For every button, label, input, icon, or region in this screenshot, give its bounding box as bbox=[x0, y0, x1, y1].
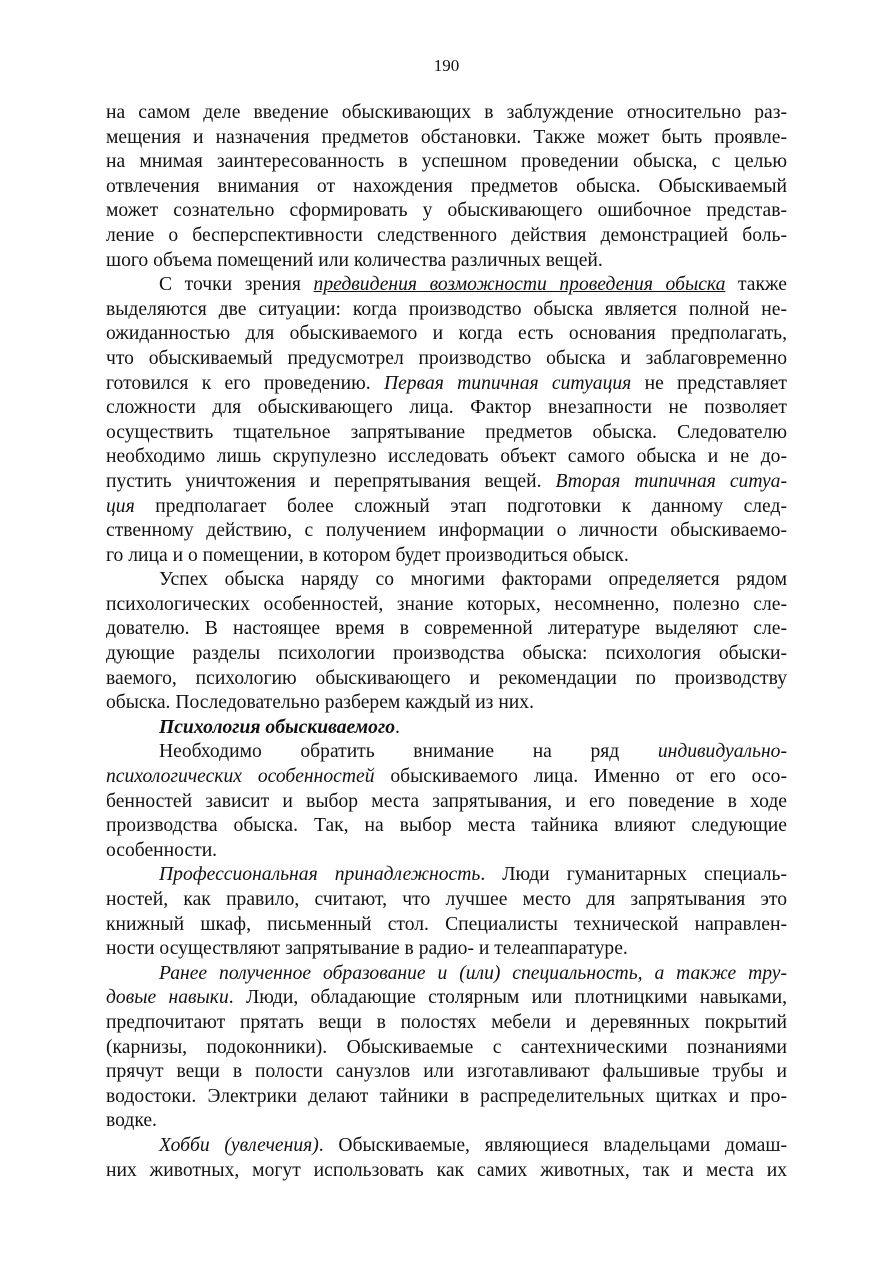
italic-term: ция bbox=[106, 495, 135, 517]
text-line bbox=[106, 691, 787, 716]
text-run: ности осуществляют запрятывание в радио- и телеаппаратуре. bbox=[106, 938, 628, 960]
text-run: производства обыска. Так, на выбор места тайника влияют следующие bbox=[106, 815, 787, 837]
italic-term: Профессиональная принадлежность bbox=[159, 864, 481, 886]
text-run: не представляет bbox=[631, 372, 787, 394]
paragraph bbox=[106, 273, 787, 568]
text-line bbox=[106, 593, 787, 618]
text-line bbox=[106, 150, 787, 175]
text-line bbox=[106, 445, 787, 470]
text-run: ностей, как правило, считают, что лучшее место для запрятывания это bbox=[106, 889, 787, 910]
text-line bbox=[106, 1011, 787, 1036]
text-line bbox=[106, 1109, 787, 1134]
text-run: . Люди гуманитарных специаль- bbox=[480, 864, 787, 886]
italic-term: психологических особенностей bbox=[106, 766, 375, 788]
text-line bbox=[106, 568, 787, 593]
text-line bbox=[106, 1134, 787, 1159]
text-line bbox=[106, 863, 787, 888]
text-run: шого объема помещений или количества различных вещей. bbox=[106, 249, 603, 271]
text-run: С точки зрения bbox=[159, 274, 314, 296]
text-run: . Люди, обладающие столярным или плотницкими навыками, bbox=[228, 987, 787, 1009]
paragraph bbox=[106, 101, 787, 273]
text-run: особенности. bbox=[106, 839, 218, 861]
text-line bbox=[106, 372, 787, 397]
text-run: ваемого, психологию обыскивающего и рекомендации по производству bbox=[106, 667, 787, 689]
text-run: книжный шкаф, письменный стол. Специалисты технической направлен- bbox=[106, 913, 787, 935]
text-line bbox=[106, 888, 787, 913]
text-line bbox=[106, 962, 787, 987]
text-line bbox=[106, 470, 787, 495]
text-line bbox=[106, 101, 787, 126]
text-line bbox=[106, 421, 787, 446]
body-text bbox=[106, 101, 787, 1183]
text-run: сложности для обыскивающего лица. Фактор внезапности не позволяет bbox=[106, 397, 787, 419]
text-run: обыскиваемого лица. Именно от его осо- bbox=[374, 766, 787, 788]
text-run: на мнимая заинтересованность в успешном проведении обыска, с целью bbox=[106, 151, 787, 173]
italic-term: Хобби (увлечения) bbox=[159, 1134, 319, 1156]
text-run: (карнизы, подоконники). Обыскиваемые с сантехническими познаниями bbox=[106, 1036, 787, 1058]
text-run: Успех обыска наряду со многими факторами определяется рядом bbox=[159, 569, 787, 591]
text-run: необходимо лишь скрупулезно исследовать объект самого обыска и не до- bbox=[106, 446, 787, 468]
paragraph bbox=[106, 716, 787, 741]
text-run: . Обыскиваемые, являющиеся владельцами домаш- bbox=[318, 1134, 787, 1156]
text-run: ственному действию, с получением информации о личности обыскиваемо- bbox=[106, 520, 787, 542]
text-line bbox=[106, 249, 787, 274]
text-line bbox=[106, 1060, 787, 1085]
text-line bbox=[106, 495, 787, 520]
text-line bbox=[106, 519, 787, 544]
italic-term: индивидуально- bbox=[657, 741, 787, 763]
text-run: мещения и назначения предметов обстановки. Также может быть проявле- bbox=[106, 126, 787, 148]
italic-term: довые навыки bbox=[106, 987, 229, 1009]
text-line bbox=[106, 740, 787, 765]
text-line bbox=[106, 544, 787, 569]
text-run: водостоки. Электрики делают тайники в распределительных щитках и про- bbox=[106, 1085, 787, 1107]
text-line bbox=[106, 642, 787, 667]
text-run: обыска. Последовательно разберем каждый из них. bbox=[106, 692, 534, 714]
paragraph bbox=[106, 962, 787, 1134]
text-line bbox=[106, 790, 787, 815]
text-run: что обыскиваемый предусмотрел производство обыска и заблаговременно bbox=[106, 347, 787, 369]
italic-term: Вторая типичная ситуа- bbox=[555, 470, 788, 492]
text-run: водке. bbox=[106, 1110, 157, 1132]
text-line bbox=[106, 224, 787, 249]
underlined-italic-term: предвидения возможности проведения обыска bbox=[313, 274, 726, 296]
text-run: предпочитают прятать вещи в полостях мебели и деревянных покрытий bbox=[106, 1011, 787, 1033]
text-line bbox=[106, 199, 787, 224]
text-line bbox=[106, 273, 787, 298]
text-run: Необходимо обратить внимание на ряд bbox=[159, 741, 658, 763]
text-run: психологических особенностей, знание которых, несомненно, полезно сле- bbox=[106, 593, 787, 615]
paragraph bbox=[106, 863, 787, 961]
text-run: ление о бесперспективности следственного действия демонстрацией боль- bbox=[106, 224, 787, 246]
text-line bbox=[106, 322, 787, 347]
text-line bbox=[106, 716, 787, 741]
text-line bbox=[106, 839, 787, 864]
text-line bbox=[106, 986, 787, 1011]
text-run: также bbox=[725, 274, 787, 296]
text-line bbox=[106, 667, 787, 692]
text-run: осуществить тщательное запрятывание предметов обыска. Следователю bbox=[106, 421, 787, 443]
text-line bbox=[106, 617, 787, 642]
text-line bbox=[106, 1085, 787, 1110]
text-line bbox=[106, 1036, 787, 1061]
text-line bbox=[106, 814, 787, 839]
text-run: на самом деле введение обыскивающих в заблуждение относительно раз- bbox=[106, 102, 787, 123]
text-run: дователю. В настоящее время в современной литературе выделяют сле- bbox=[106, 618, 787, 640]
italic-term: Ранее полученное образование и (или) специальность, а также тру- bbox=[159, 962, 787, 984]
italic-term: Первая типичная ситуация bbox=[383, 372, 632, 394]
text-line bbox=[106, 396, 787, 421]
text-run: . bbox=[395, 716, 400, 738]
paragraph bbox=[106, 1134, 787, 1183]
text-run: предполагает более сложный этап подготовки к данному след- bbox=[134, 495, 787, 517]
text-line bbox=[106, 937, 787, 962]
text-run: ожиданностью для обыскиваемого и когда есть основания предполагать, bbox=[106, 323, 787, 345]
text-run: отвлечения внимания от нахождения предметов обыска. Обыскиваемый bbox=[106, 175, 787, 197]
text-run: готовился к его проведению. bbox=[106, 372, 384, 394]
section-heading: Психология обыскиваемого bbox=[159, 716, 395, 738]
text-line bbox=[106, 175, 787, 200]
text-run: выделяются две ситуации: когда производство обыска является полной не- bbox=[106, 298, 787, 320]
text-line bbox=[106, 298, 787, 323]
text-line bbox=[106, 347, 787, 372]
text-run: прячут вещи в полости санузлов или изготавливают фальшивые трубы и bbox=[106, 1061, 787, 1083]
text-run: пустить уничтожения и перепрятывания вещей. bbox=[106, 470, 556, 492]
text-line bbox=[106, 913, 787, 938]
page-number: 190 bbox=[433, 56, 460, 75]
text-line bbox=[106, 765, 787, 790]
text-line bbox=[106, 1159, 787, 1184]
text-run: может сознательно сформировать у обыскивающего ошибочное представ- bbox=[106, 200, 787, 222]
text-run: них животных, могут использовать как самих животных, так и места их bbox=[106, 1159, 787, 1181]
paragraph bbox=[106, 568, 787, 716]
paragraph bbox=[106, 740, 787, 863]
text-run: го лица и о помещении, в котором будет производиться обыск. bbox=[106, 544, 629, 566]
text-run: дующие разделы психологии производства обыска: психология обыски- bbox=[106, 643, 787, 665]
text-run: бенностей зависит и выбор места запрятывания, и его поведение в ходе bbox=[106, 790, 787, 812]
text-line bbox=[106, 126, 787, 151]
